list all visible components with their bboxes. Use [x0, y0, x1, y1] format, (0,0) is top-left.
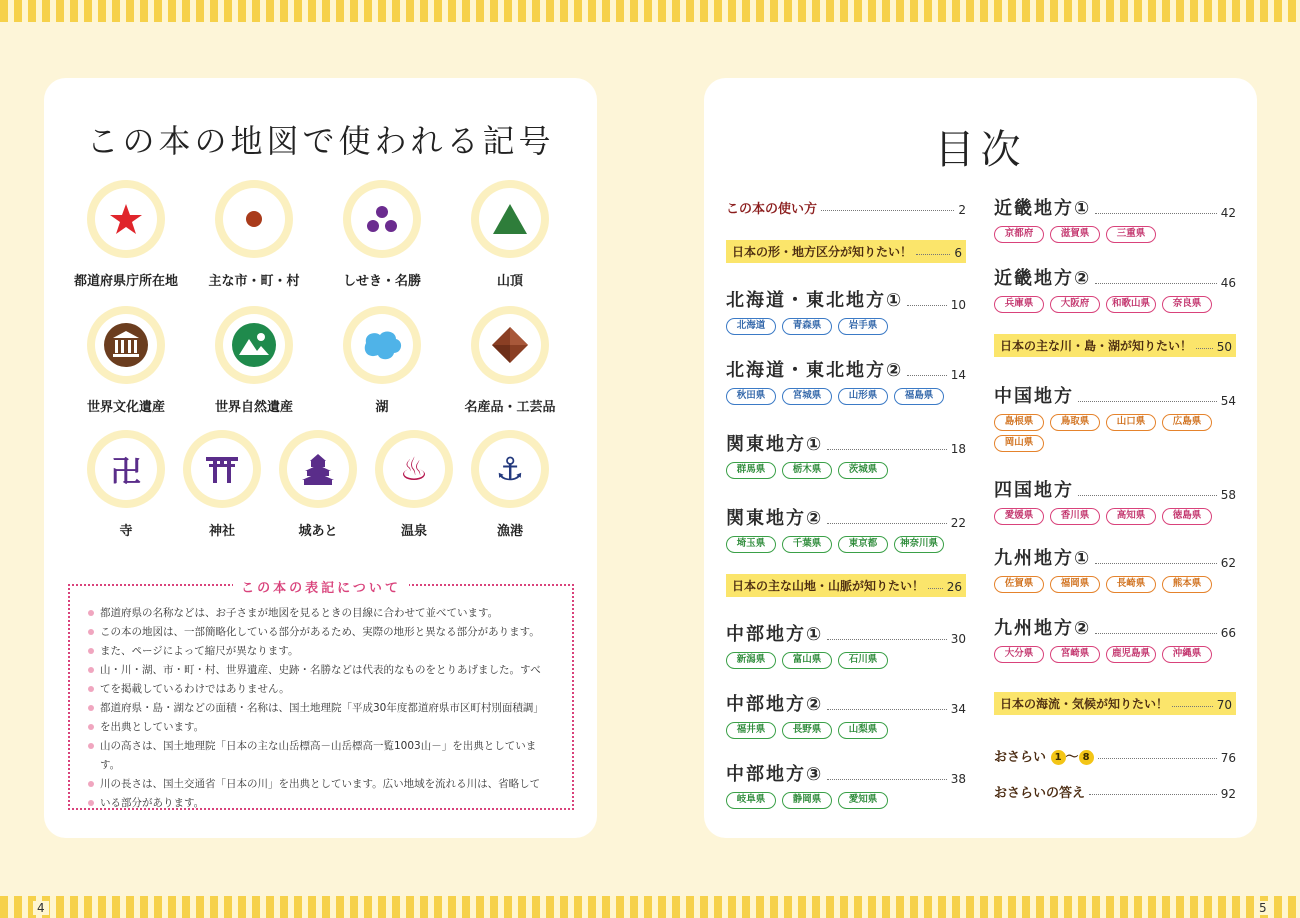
toc-title: 目次	[934, 127, 1027, 173]
prefecture-chip: 東京都	[838, 536, 888, 553]
toc-entry-page: 22	[950, 516, 966, 530]
bottom-stripe-border	[0, 896, 1300, 918]
legend-label: 山頂	[496, 274, 523, 289]
prefecture-chip: 千葉県	[782, 536, 832, 553]
diamond-icon	[490, 325, 530, 365]
toc-entry-title: この本の使い方	[726, 202, 818, 217]
prefecture-chip: 宮城県	[782, 388, 832, 405]
prefecture-chip: 鳥取県	[1050, 414, 1100, 431]
prefecture-chip: 静岡県	[782, 792, 832, 809]
prefecture-chip: 栃木県	[782, 462, 832, 479]
legend-label: 都道府県庁所在地	[73, 274, 178, 289]
prefecture-chip: 群馬県	[726, 462, 776, 479]
toc-entry-page: 66	[1220, 626, 1236, 640]
triangle-icon	[491, 202, 529, 236]
legend-panel	[44, 78, 597, 838]
toc-entry-title: 日本の主な川・島・湖が知りたい！	[1000, 339, 1193, 353]
prefecture-chip: 新潟県	[726, 652, 776, 669]
prefecture-chip: 京都府	[994, 226, 1044, 243]
notes-list	[88, 604, 554, 813]
toc-entry-title: 中部地方③	[726, 764, 824, 785]
prefecture-chip: 山梨県	[838, 722, 888, 739]
temple-building-icon	[103, 322, 149, 368]
toc-entry-title: 中国地方	[994, 386, 1074, 407]
note-item-continuation: いる部分があります。	[88, 794, 554, 813]
prefecture-chip: 兵庫県	[994, 296, 1044, 313]
review-range-sep: 〜	[1065, 750, 1079, 765]
legend-item-city	[194, 180, 314, 289]
toc-panel	[704, 78, 1257, 838]
prefecture-chip: 神奈川県	[894, 536, 944, 553]
anchor-icon: ⚓	[495, 450, 525, 488]
toc-entry-title: 北海道・東北地方①	[726, 290, 904, 311]
prefecture-chip: 高知県	[1106, 508, 1156, 525]
toc-entry-page: 62	[1220, 556, 1236, 570]
prefecture-chip: 山口県	[1106, 414, 1156, 431]
notes-title: この本の表記について	[233, 581, 409, 596]
toc-entry-kyushu-2[interactable]	[994, 614, 1236, 663]
note-item-continuation: また、ページによって縮尺が異なります。	[88, 642, 554, 661]
prefecture-chip: 三重県	[1106, 226, 1156, 243]
toc-entry-kinki-1[interactable]	[994, 194, 1236, 243]
note-item: 山の高さは、国土地理院「日本の主な山岳標高－山岳標高一覧1003山－」を出典としています。	[88, 737, 554, 775]
prefecture-chip: 岡山県	[994, 435, 1044, 452]
toc-entry-kinki-2[interactable]	[994, 264, 1236, 313]
legend-item-historic-site	[322, 180, 442, 289]
toc-entry-title	[994, 746, 1094, 765]
legend-label: 湖	[375, 400, 389, 415]
prefecture-chip: 香川県	[1050, 508, 1100, 525]
prefecture-chip: 岩手県	[838, 318, 888, 335]
toc-entry-how-to-use[interactable]	[726, 198, 966, 217]
prefecture-chip: 富山県	[782, 652, 832, 669]
prefecture-chip: 大阪府	[1050, 296, 1100, 313]
toc-entry-chubu-3[interactable]	[726, 760, 966, 809]
note-item: 都道府県・島・湖などの面積・名称は、国土地理院「平成30年度都道府県市区町村別面積調」	[88, 699, 554, 718]
toc-entry-title: 関東地方①	[726, 434, 824, 455]
torii-icon	[204, 453, 240, 485]
toc-entry-mountains[interactable]	[726, 574, 966, 597]
mountain-circle-icon	[231, 322, 277, 368]
toc-entry-page: 42	[1220, 206, 1236, 220]
prefecture-chip: 山形県	[838, 388, 888, 405]
toc-entry-page: 76	[1220, 751, 1236, 765]
toc-entry-title: 関東地方②	[726, 508, 824, 529]
toc-entry-page: 14	[950, 368, 966, 382]
review-range-start: 1	[1051, 750, 1066, 765]
legend-title: この本の地図で使われる記号	[86, 122, 555, 160]
toc-entry-page: 10	[950, 298, 966, 312]
legend-item-fishing-port	[450, 430, 570, 539]
prefecture-chip: 鹿児島県	[1106, 646, 1156, 663]
toc-entry-page: 18	[950, 442, 966, 456]
toc-entry-page: 38	[950, 772, 966, 786]
manji-icon: 卍	[111, 455, 141, 490]
toc-entry-chubu-1[interactable]	[726, 620, 966, 669]
prefecture-chip: 埼玉県	[726, 536, 776, 553]
legend-item-lake	[322, 306, 442, 415]
toc-entry-page: 92	[1220, 787, 1236, 801]
toc-entry-title: 九州地方②	[994, 618, 1092, 639]
page-number-left: 4	[33, 901, 49, 915]
toc-entry-page: 54	[1220, 394, 1236, 408]
legend-label: 世界自然遺産	[214, 400, 293, 415]
castle-icon	[299, 452, 337, 486]
toc-entry-page: 70	[1216, 698, 1232, 712]
prefecture-chip: 島根県	[994, 414, 1044, 431]
dot-icon	[244, 209, 264, 229]
toc-entry-rivers[interactable]	[994, 334, 1236, 357]
prefecture-chip: 福岡県	[1050, 576, 1100, 593]
note-item: この本の地図は、一部簡略化している部分があるため、実際の地形と異なる部分があります。	[88, 623, 554, 642]
toc-entry-review-answers[interactable]	[994, 782, 1236, 801]
toc-entry-page: 34	[950, 702, 966, 716]
legend-item-specialty-crafts	[450, 306, 570, 415]
three-dots-icon	[365, 204, 399, 234]
lake-icon	[360, 327, 404, 363]
toc-entry-title: 四国地方	[994, 480, 1074, 501]
top-stripe-border	[0, 0, 1300, 22]
toc-entry-page: 50	[1216, 340, 1232, 354]
note-item: 川の長さは、国土交通省「日本の川」を出典としています。広い地域を流れる川は、省略して	[88, 775, 554, 794]
legend-label: 漁港	[496, 524, 523, 539]
legend-item-world-natural-heritage	[194, 306, 314, 415]
toc-entry-page: 58	[1220, 488, 1236, 502]
toc-entry-title: 日本の海流・気候が知りたい！	[1000, 697, 1169, 711]
toc-entry-kyushu-1[interactable]	[994, 544, 1236, 593]
prefecture-chip: 徳島県	[1162, 508, 1212, 525]
prefecture-chip: 福井県	[726, 722, 776, 739]
legend-label: 寺	[119, 524, 133, 539]
prefecture-chip: 和歌山県	[1106, 296, 1156, 313]
prefecture-chip: 長野県	[782, 722, 832, 739]
legend-item-prefecture-capital	[66, 180, 186, 289]
note-item-continuation: てを掲載しているわけではありません。	[88, 680, 554, 699]
toc-entry-japan-shape[interactable]	[726, 240, 966, 263]
page-number-right: 5	[1255, 901, 1271, 915]
legend-label: 世界文化遺産	[86, 400, 165, 415]
toc-entry-title: 九州地方①	[994, 548, 1092, 569]
toc-entry-title: 中部地方②	[726, 694, 824, 715]
toc-entry-page: 2	[958, 203, 966, 217]
prefecture-chip: 沖縄県	[1162, 646, 1212, 663]
toc-entry-page: 30	[950, 632, 966, 646]
legend-label: 名産品・工芸品	[464, 400, 556, 415]
toc-entry-title: 近畿地方②	[994, 268, 1092, 289]
toc-entry-title: おさらいの答え	[994, 786, 1086, 801]
note-item: 都道府県の名称などは、お子さまが地図を見るときの目線に合わせて並べています。	[88, 604, 554, 623]
toc-entry-currents-climate[interactable]	[994, 692, 1236, 715]
prefecture-chip: 愛媛県	[994, 508, 1044, 525]
prefecture-chip: 熊本県	[1162, 576, 1212, 593]
toc-entry-chubu-2[interactable]	[726, 690, 966, 739]
notation-notes-box	[68, 581, 574, 810]
prefecture-chip: 石川県	[838, 652, 888, 669]
toc-entry-hokkaido-tohoku-2[interactable]	[726, 356, 966, 405]
note-item: 山・川・湖、市・町・村、世界遺産、史跡・名勝などは代表的なものをとりあげました。すべ	[88, 661, 554, 680]
note-item-continuation: を出典としています。	[88, 718, 554, 737]
star-icon	[109, 202, 143, 236]
prefecture-chip: 秋田県	[726, 388, 776, 405]
legend-label: 城あと	[298, 524, 338, 539]
legend-label: 主な市・町・村	[208, 274, 300, 289]
prefecture-chip: 佐賀県	[994, 576, 1044, 593]
toc-entry-title: 近畿地方①	[994, 198, 1092, 219]
toc-entry-kanto-2[interactable]	[726, 504, 966, 553]
prefecture-chip: 茨城県	[838, 462, 888, 479]
prefecture-chip: 岐阜県	[726, 792, 776, 809]
prefecture-chip: 北海道	[726, 318, 776, 335]
toc-entry-chugoku[interactable]	[994, 382, 1236, 452]
toc-entry-title: 日本の主な山地・山脈が知りたい！	[732, 579, 925, 593]
prefecture-chip: 愛知県	[838, 792, 888, 809]
prefecture-chip: 滋賀県	[1050, 226, 1100, 243]
legend-item-world-cultural-heritage	[66, 306, 186, 415]
toc-entry-shikoku[interactable]	[994, 476, 1236, 525]
prefecture-chip: 福島県	[894, 388, 944, 405]
prefecture-chip: 長崎県	[1106, 576, 1156, 593]
toc-entry-page: 6	[954, 246, 962, 260]
toc-entry-kanto-1[interactable]	[726, 430, 966, 479]
prefecture-chip: 宮崎県	[1050, 646, 1100, 663]
prefecture-chip: 青森県	[782, 318, 832, 335]
toc-entry-hokkaido-tohoku-1[interactable]	[726, 286, 966, 335]
toc-entry-review[interactable]	[994, 746, 1236, 765]
toc-entry-title: 中部地方①	[726, 624, 824, 645]
toc-entry-title: 北海道・東北地方②	[726, 360, 904, 381]
legend-label: 温泉	[400, 524, 427, 539]
hot-spring-icon: ♨	[399, 450, 429, 488]
prefecture-chip: 大分県	[994, 646, 1044, 663]
legend-item-summit	[450, 180, 570, 289]
prefecture-chip: 奈良県	[1162, 296, 1212, 313]
toc-entry-page: 46	[1220, 276, 1236, 290]
prefecture-chip: 広島県	[1162, 414, 1212, 431]
toc-entry-page: 26	[946, 580, 962, 594]
legend-label: しせき・名勝	[342, 274, 421, 289]
toc-entry-title: 日本の形・地方区分が知りたい！	[732, 245, 913, 259]
review-range-end: 8	[1079, 750, 1094, 765]
review-label: おさらい	[994, 750, 1047, 765]
legend-label: 神社	[208, 524, 235, 539]
